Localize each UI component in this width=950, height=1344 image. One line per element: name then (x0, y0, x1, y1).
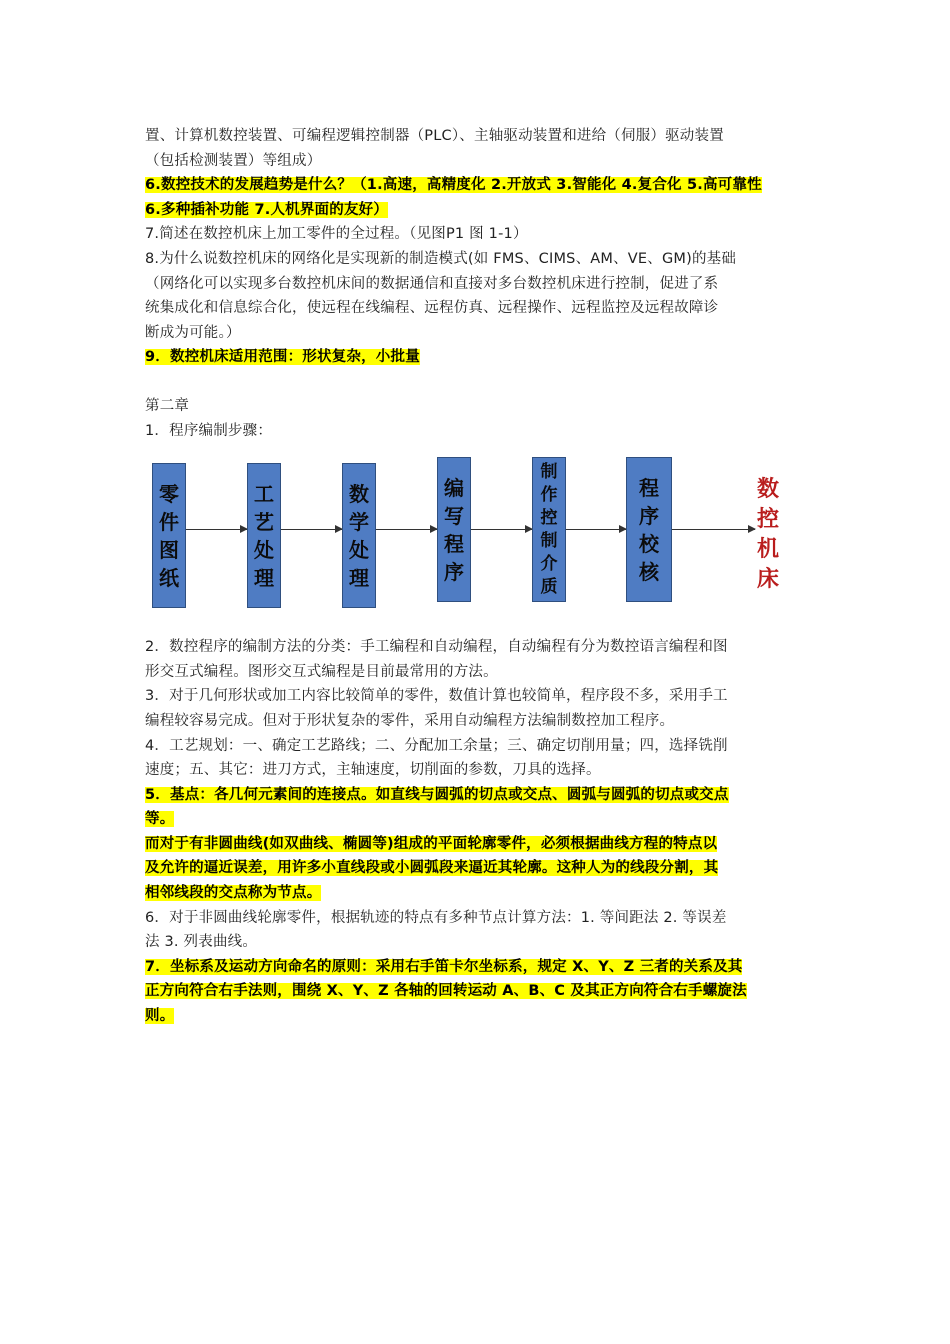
highlighted-text: 则。 (145, 1008, 175, 1025)
text-line (145, 149, 807, 174)
text-line (145, 881, 807, 906)
text-line (145, 1004, 807, 1029)
flow-arrow (471, 529, 532, 530)
flow-step-char: 数 (349, 481, 369, 506)
text-line (145, 321, 807, 346)
body-text: 3．对于几何形状或加工内容比较简单的零件，数值计算也较简单，程序段不多，采用手工 (145, 688, 728, 705)
flow-step-char: 处 (254, 537, 274, 562)
body-text: 断成为可能。） (145, 324, 241, 341)
flow-step-box (152, 463, 186, 608)
flow-target-char: 机 (757, 537, 780, 563)
flow-arrow (281, 529, 342, 530)
text-line (145, 684, 807, 709)
flow-step-char: 图 (159, 537, 179, 562)
text-line (145, 198, 807, 223)
highlighted-text: 而对于有非圆曲线(如双曲线、椭圆等)组成的平面轮廓零件，必须根据曲线方程的特点以 (145, 835, 718, 852)
flow-step-char: 工 (254, 481, 274, 506)
body-text: （包括检测装置）等组成） (145, 152, 322, 169)
text-line (145, 979, 807, 1004)
flow-step-char: 质 (540, 576, 558, 597)
flow-step-char: 核 (639, 559, 659, 584)
bottom-paragraphs (145, 635, 807, 1029)
flow-step-char: 序 (639, 503, 659, 528)
text-line (145, 856, 807, 881)
body-text: 置、计算机数控装置、可编程逻辑控制器（PLC）、主轴驱动装置和进给（伺服）驱动装置 (145, 128, 724, 144)
flow-step-char: 序 (444, 559, 464, 584)
text-line (145, 296, 807, 321)
text-line (145, 906, 807, 931)
chapter-title: 第二章 (145, 397, 190, 414)
highlighted-text: 7．坐标系及运动方向命名的原则：采用右手笛卡尔坐标系，规定 X、Y、Z 三者的关系及其 (145, 958, 743, 975)
body-text: 形交互式编程。图形交互式编程是目前最常用的方法。 (145, 663, 498, 680)
text-line (145, 635, 807, 660)
highlighted-text: 相邻线段的交点称为节点。 (145, 885, 322, 902)
highlighted-text: 6.多种插补功能 7.人机界面的友好） (145, 201, 389, 218)
text-line (145, 272, 807, 297)
highlighted-text: 5．基点：各几何元素间的连接点。如直线与圆弧的切点或交点、圆弧与圆弧的切点或交点 (145, 786, 729, 803)
flow-step-char: 理 (254, 565, 274, 590)
flow-step-box (626, 457, 672, 602)
document-page (145, 124, 807, 1029)
text-line (145, 173, 807, 198)
top-paragraphs (145, 124, 807, 370)
body-text: 法 3. 列表曲线。 (145, 934, 258, 951)
flow-step-char: 制 (540, 530, 558, 551)
programming-steps-flowchart (145, 451, 807, 621)
flow-arrow (672, 529, 755, 530)
text-line (145, 758, 807, 783)
flow-step-box (342, 463, 376, 608)
flow-arrow (376, 529, 437, 530)
flow-step-char: 校 (639, 531, 659, 556)
flow-step-char: 程 (444, 531, 464, 556)
highlighted-text: 9．数控机床适用范围：形状复杂，小批量 (145, 349, 420, 366)
text-line (145, 709, 807, 734)
text-line (145, 345, 807, 370)
flow-step-char: 制 (540, 461, 558, 482)
flow-step-char: 控 (540, 507, 558, 528)
text-line (145, 660, 807, 685)
highlighted-text: 6.数控技术的发展趋势是什么？（1.高速，高精度化 2.开放式 3.智能化 4.复合化 5.高可靠性 (145, 177, 762, 194)
flow-step-char: 理 (349, 565, 369, 590)
body-text: 2．数控程序的编制方法的分类：手工编程和自动编程，自动编程有分为数控语言编程和图 (145, 639, 728, 656)
body-text: 统集成化和信息综合化，使远程在线编程、远程仿真、远程操作、远程监控及远程故障诊 (145, 300, 719, 317)
body-text: 6．对于非圆曲线轮廓零件，根据轨迹的特点有多种节点计算方法：1. 等间距法 2. 等误差 (145, 909, 727, 926)
body-text: （网络化可以实现多台数控机床间的数据通信和直接对多台数控机床进行控制，促进了系 (145, 275, 719, 292)
flow-step-char: 程 (639, 475, 659, 500)
body-text: 速度；五、其它：进刀方式，主轴速度，切削面的参数，刀具的选择。 (145, 762, 601, 779)
flow-step-char: 零 (159, 481, 179, 506)
flow-step-box (437, 457, 471, 602)
text-line (145, 734, 807, 759)
flow-target-char: 数 (757, 477, 780, 503)
flow-step-char: 纸 (159, 565, 179, 590)
highlighted-text: 及允许的逼近误差，用许多小直线段或小圆弧段来逼近其轮廓。这种人为的线段分割，其 (145, 860, 719, 877)
flow-step-box (532, 457, 566, 602)
flow-step-char: 件 (159, 509, 179, 534)
flow-step-char: 艺 (254, 509, 274, 534)
flow-step-char: 编 (444, 475, 464, 500)
text-line (145, 124, 807, 149)
body-text: 7.简述在数控机床上加工零件的全过程。（见图P1 图 1-1） (145, 226, 528, 243)
text-line (145, 247, 807, 272)
flow-step-char: 处 (349, 537, 369, 562)
flow-target-char: 控 (757, 507, 780, 533)
body-text: 8.为什么说数控机床的网络化是实现新的制造模式(如 FMS、CIMS、AM、VE、GM)的基础 (145, 250, 737, 267)
text-line (145, 955, 807, 980)
text-line (145, 930, 807, 955)
text-line (145, 807, 807, 832)
flow-target-label (757, 475, 779, 595)
text-line (145, 832, 807, 857)
flow-step-box (247, 463, 281, 608)
highlighted-text: 等。 (145, 811, 175, 828)
highlighted-text: 正方向符合右手法则，围绕 X、Y、Z 各轴的回转运动 A、B、C 及其正方向符合右手螺旋法 (145, 983, 747, 1000)
flow-step-char: 介 (540, 553, 558, 574)
text-line (145, 783, 807, 808)
flow-step-char: 作 (540, 484, 558, 505)
flow-arrow (186, 529, 247, 530)
blank-line (145, 370, 807, 394)
steps-title: 1．程序编制步骤： (145, 422, 273, 439)
body-text: 4．工艺规划：一、确定工艺路线；二、分配加工余量；三、确定切削用量；四，选择铣削 (145, 737, 728, 754)
text-line (145, 222, 807, 247)
flow-step-char: 学 (349, 509, 369, 534)
flow-target-char: 床 (757, 567, 780, 593)
body-text: 编程较容易完成。但对于形状复杂的零件，采用自动编程方法编制数控加工程序。 (145, 712, 675, 729)
flow-arrow (566, 529, 626, 530)
flow-step-char: 写 (444, 503, 464, 528)
